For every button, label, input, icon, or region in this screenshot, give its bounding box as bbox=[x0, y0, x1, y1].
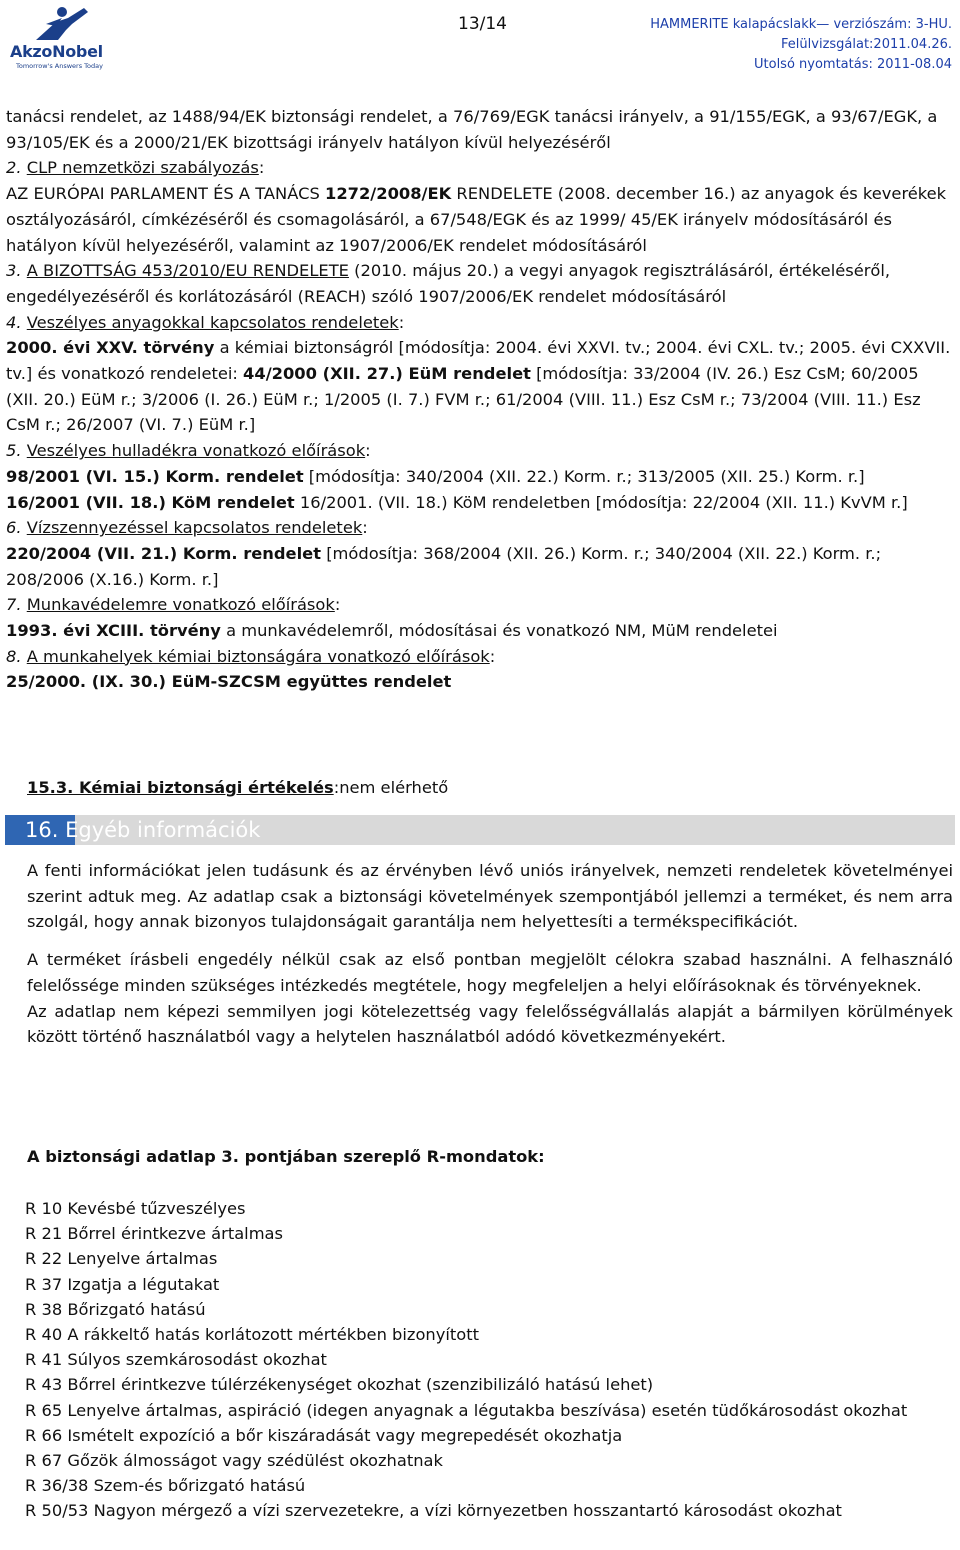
page-number: 13/14 bbox=[458, 14, 507, 34]
reg-item-6: 6. Vízszennyezéssel kapcsolatos rendeletek: 220/2004 (VII. 21.) Korm. rendelet [módosítja: 368/2004 (XII. 26.) Korm. r.; 340/2004 (XII. 22.) Korm. r.; 208/2006 (X.16.) Korm. r.] bbox=[6, 518, 882, 589]
product-version: HAMMERITE kalapácslakk— verziószám: 3-HU. bbox=[650, 17, 952, 32]
regulations-block bbox=[6, 104, 952, 695]
reg-item-3: 3. A BIZOTTSÁG 453/2010/EU RENDELETE (2010. május 20.) a vegyi anyagok regisztrálásáról, értékeléséről, engedélyezéséről és korlátozásáról (REACH) szóló 1907/2006/EK rendelet módosításáról bbox=[6, 261, 891, 306]
r-phrase: R 10 Kevésbé tűzveszélyes bbox=[25, 1199, 246, 1218]
reg-item-7: 7. Munkavédelemre vonatkozó előírások: 1993. évi XCIII. törvény a munkavédelemről, módosításai és vonatkozó NM, MüM rendeletei bbox=[6, 595, 778, 641]
other-information bbox=[27, 858, 953, 1062]
r-phrase: R 37 Izgatja a légutakat bbox=[25, 1274, 220, 1294]
r-phrase: R 66 Ismételt expozíció a bőr kiszáradását vagy megrepedését okozhatja bbox=[25, 1425, 623, 1445]
print-date: Utolsó nyomtatás: 2011-08.04 bbox=[754, 57, 952, 72]
logo-brand: AkzoNobel bbox=[10, 42, 103, 61]
reg-item-8: 8. A munkahelyek kémiai biztonságára vonatkozó előírások: 25/2000. (IX. 30.) EüM-SZCSM együttes rendelet bbox=[6, 646, 496, 692]
section-title: 16. Egyéb információk bbox=[25, 818, 261, 842]
revision-date: Felülvizsgálat:2011.04.26. bbox=[781, 37, 952, 52]
r-phrase: R 38 Bőrizgató hatású bbox=[25, 1299, 206, 1319]
r-phrase: R 65 Lenyelve ártalmas, aspiráció (idegen anyagnak a légutakba beszívása) esetén tüdőkárosodást okozhat bbox=[25, 1400, 908, 1420]
section-16-heading bbox=[5, 815, 955, 845]
r-phrase: R 67 Gőzök álmosságot vagy szédülést okozhatnak bbox=[25, 1451, 443, 1471]
r-phrase: R 21 Bőrrel érintkezve ártalmas bbox=[25, 1224, 284, 1244]
info-paragraph: A fenti információkat jelen tudásunk és az érvényben lévő uniós irányelvek, nemzeti rendeletek követelményei szerint adtuk meg. Az adatlap csak a biztonsági követelmények szempontjából jellemzi a terméket, és nem arra szolgál, hogy annak bizonyos tulajdonságait garantálja nem helyettesíti a termékspecifikációt. bbox=[27, 861, 953, 932]
r-phrase: R 43 Bőrrel érintkezve túlérzékenységet okozhat (szenzibilizáló hatású lehet) bbox=[25, 1375, 654, 1395]
r-phrase: R 41 Súlyos szemkárosodást okozhat bbox=[25, 1350, 327, 1370]
chemical-safety-assessment: 15.3. Kémiai biztonsági értékelés:nem elérhető bbox=[27, 778, 449, 797]
figure-logo-icon bbox=[6, 4, 116, 44]
info-paragraph: A terméket írásbeli engedély nélkül csak az első pontban megjelölt célokra szabad használni. A felhasználó felelőssége minden szükséges intézkedés megtétele, hogy megfeleljen a helyi előírásoknak és törvényeknek. bbox=[27, 950, 953, 995]
info-paragraph: Az adatlap nem képezi semmilyen jogi kötelezettség vagy felelősségvállalás alapját a bármilyen körülmények között történő használatból vagy a helytelen használatból adódó következményekért. bbox=[27, 1001, 953, 1047]
logo-tagline: Tomorrow's Answers Today bbox=[16, 62, 103, 70]
reg-item-5: 5. Veszélyes hulladékra vonatkozó előírások: 98/2001 (VI. 15.) Korm. rendelet [módosítja: 340/2004 (XII. 22.) Korm. r.; 313/2005 (XII. 25.) Korm. r.] 16/2001 (VII. 18.) KöM rendelet 16/2001. (VII. 18.) KöM rendeletben [módosítja: 22/2004 (XII. 11.) KvVM r.] bbox=[6, 441, 908, 512]
r-phrase: R 40 A rákkeltő hatás korlátozott mértékben bizonyított bbox=[25, 1325, 480, 1345]
r-phrase: R 50/53 Nagyon mérgező a vízi szervezetekre, a vízi környezetben hosszantartó károsodást okozhat bbox=[25, 1501, 842, 1521]
r-phrases-heading: A biztonsági adatlap 3. pontjában szereplő R-mondatok: bbox=[27, 1147, 545, 1166]
regs-intro: tanácsi rendelet, az 1488/94/EK biztonsági rendelet, a 76/769/EGK tanácsi irányelv, a 91/155/EGK, a 93/67/EGK, a 93/105/EK és a 2000/21/EK bizottsági irányelv hatályon kívül helyezéséről bbox=[6, 107, 938, 152]
reg-item-4: 4. Veszélyes anyagokkal kapcsolatos rendeletek: 2000. évi XXV. törvény a kémiai biztonságról [módosítja: 2004. évi XXVI. tv.; 2004. évi CXL. tv.; 2005. évi CXXVII. tv.] és vonatkozó rendeletei: 44/2000 (XII. 27.) EüM rendelet [módosítja: 33/2004 (IV. 26.) Esz CsM; 60/2005 (XII. 20.) EüM r.; 3/2006 (I. 26.) EüM r.; 1/2005 (I. 7.) FVM r.; 61/2004 (VIII. 11.) Esz CsM r.; 73/2004 (VIII. 11.) Esz CsM r.; 26/2007 (VI. 7.) EüM r.] bbox=[6, 312, 951, 435]
r-phrase: R 22 Lenyelve ártalmas bbox=[25, 1249, 218, 1269]
reg-item-2: 2. CLP nemzetközi szabályozás: AZ EURÓPAI PARLAMENT ÉS A TANÁCS 1272/2008/EK RENDELETE (2008. december 16.) az anyagok és keverékek osztályozásáról, címkézéséről és csomagolásáról, a 67/548/EGK és az 1999/ 45/EK irányelv módosításáról és hatályon kívül helyezéséről, valamint az 1907/2006/EK rendelet módosításáról bbox=[6, 158, 947, 255]
document-meta bbox=[650, 15, 952, 75]
r-phrases-list bbox=[25, 1196, 955, 1524]
akzonobel-logo bbox=[6, 4, 116, 72]
r-phrase: R 36/38 Szem-és bőrizgató hatású bbox=[25, 1476, 306, 1496]
